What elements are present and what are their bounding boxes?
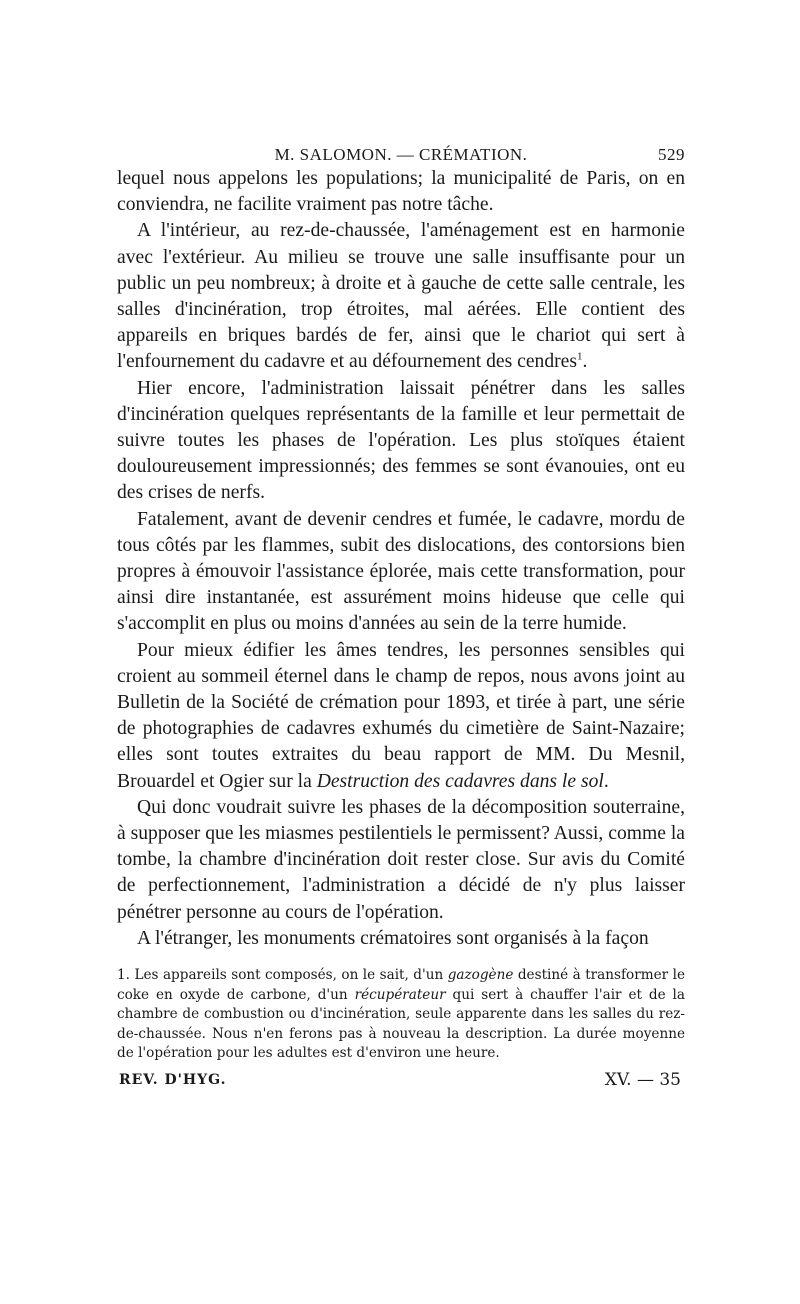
footnote-1 (117, 966, 685, 1064)
paragraph-1: lequel nous appelons les populations; la municipalité de Paris, on en conviendra, ne facilite vraiment pas notre tâche. (117, 168, 685, 216)
paragraph-5-text: Pour mieux édifier les âmes tendres, les personnes sensibles qui croient au sommeil éternel dans le champ de repos, nous avons joint au Bulletin de la Société de crémation pour 1893, et tirée à part, une série de photographies de cadavres exhumés du cimetière de Saint-Nazaire; elles sont toutes extraites du beau rapport de MM. Du Mesnil, Brouardel et Ogier sur la (117, 639, 685, 792)
footnote-ref: 1 (576, 350, 583, 363)
paragraph-5-italic: Destruction des cadavres dans le sol (316, 770, 604, 792)
paragraph-7: A l'étranger, les monuments crématoires sont organisés à la façon (137, 927, 649, 949)
paragraph-5 (117, 638, 685, 795)
running-title: M. SALOMON. — CRÉMATION. (274, 145, 528, 164)
paragraph-6: Qui donc voudrait suivre les phases de la décomposition souterraine, à supposer que les miasmes pestilentiels le permissent? Aussi, comme la tombe, la chambre d'incinération doit rester close. Sur avis du Comité de perfectionnement, l'administration a décidé de n'y plus laisser pénétrer personne au cours de l'opération. (117, 796, 685, 923)
paragraph-2-end: . (582, 351, 588, 373)
paragraph-3: Hier encore, l'administration laissait pénétrer dans les salles d'incinération quelques représentants de la famille et leur permettait de suivre toutes les phases de l'opération. Les plus stoïques étaient douloureusement impressionnés; des femmes se sont évanouies, ont eu des crises de nerfs. (117, 377, 685, 504)
page-number: 529 (658, 145, 685, 164)
footnote-italic-recuperateur: récupérateur (354, 986, 446, 1003)
signature-journal: REV. D'HYG. (119, 1072, 227, 1089)
paragraph-4: Fatalement, avant de devenir cendres et fumée, le cadavre, mordu de tous côtés par les flammes, subit des dislocations, des contorsions bien propres à émouvoir l'assistance éplorée, mais cette transformation, pour ainsi dire instantanée, est assurément moins hideuse que celle qui s'accomplit en plus ou moins d'années au sein de la terre humide. (117, 508, 685, 635)
paragraph-5-end: . (603, 770, 609, 792)
footnote-text-b: destiné à transformer le coke en oxyde de carbone, d'un (117, 967, 685, 1003)
signature-line (117, 1070, 685, 1094)
footnote-text-c: qui sert à chauffer l'air et de la chambre de combustion ou d'incinération, seule apparente dans les salles du rez-de-chaussée. Nous n'en ferons pas à nouveau la description. La durée moyenne de l'opération pour les adultes est d'environ une heure. (117, 986, 685, 1062)
running-head (117, 140, 685, 166)
signature-volume: XV. — 35 (604, 1070, 681, 1091)
page (117, 140, 685, 1094)
footnote-number: 1. (117, 967, 130, 984)
footnote-text-a: Les appareils sont composés, on le sait, d'un (129, 967, 448, 984)
paragraph-2 (117, 218, 685, 375)
footnote-italic-gazogene: gazogène (447, 967, 514, 984)
paragraph-2-text: A l'intérieur, au rez-de-chaussée, l'aménagement est en harmonie avec l'extérieur. Au milieu se trouve une salle insuffisante pour un public un peu nombreux; à droite et à gauche de cette salle centrale, les salles d'incinération, trop étroites, mal aérées. Elle contient des appareils en briques bardés de fer, ainsi que le chariot qui sert à l'enfournement du cadavre et au défournement des cendres (117, 220, 685, 373)
footnotes (117, 966, 685, 1064)
body-text (117, 166, 685, 952)
